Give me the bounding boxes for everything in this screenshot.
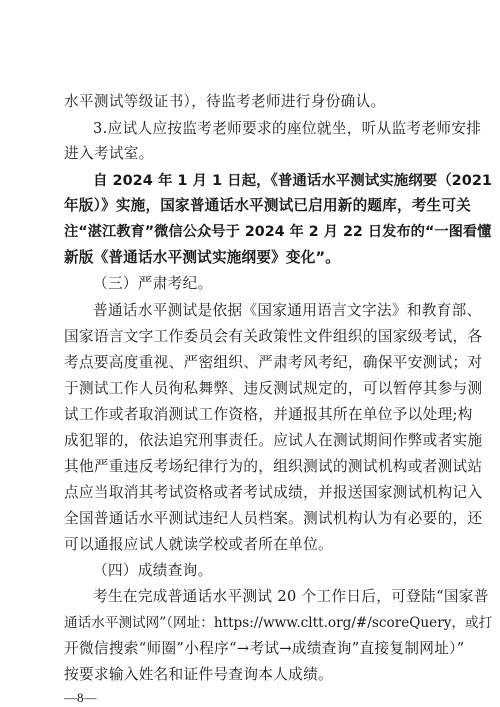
paragraph-line: 可以通报应试人就读学校或者所在单位。 [64, 536, 333, 553]
bold-paragraph-line: 注“湛江教育”微信公众号于 2024 年 2 月 22 日发布的“一图看懂 [64, 224, 492, 240]
paragraph-line: 开微信搜索“师圈”小程序“→考试→成绩查询”直接复制网址）” [64, 640, 465, 657]
section-heading: （四）成绩查询。 [93, 562, 213, 579]
paragraph-line: 成犯罪的，依法追究刑事责任。应试人在测试期间作弊或者实施 [64, 432, 483, 449]
bold-paragraph-line: 自 2024 年 1 月 1 日起，《普通话水平测试实施纲要（2021 [93, 173, 492, 189]
paragraph-line: 试工作或者取消测试工作资格，并通报其所在单位予以处理;构 [64, 406, 473, 423]
paragraph-line: 其他严重违反考场纪律行为的，组织测试的测试机构或者测试站 [64, 458, 483, 475]
page-number: —8— [64, 690, 97, 705]
paragraph-line: 于测试工作人员徇私舞弊、违反测试规定的，可以暂停其参与测 [64, 380, 483, 397]
paragraph-line: 通话水平测试网”（网址：https://www.cltt.org/#/scoreQuery，或打 [64, 615, 493, 631]
bold-paragraph-line: 年版）》实施，国家普通话水平测试已启用新的题库，考生可关 [64, 197, 471, 214]
paragraph-line: 3.应试人应按监考老师要求的座位就坐，听从监考老师安排 [93, 120, 482, 137]
paragraph-line: 考点要高度重视、严密组织、严肃考风考纪，确保平安测试；对 [64, 354, 483, 371]
paragraph-line: 点应当取消其考试资格或者考试成绩，并报送国家测试机构记入 [64, 484, 483, 501]
paragraph-line: 全国普通话水平测试违纪人员档案。测试机构认为有必要的，还 [64, 510, 483, 527]
paragraph-line: 水平测试等级证书），待监考老师进行身份确认。 [64, 93, 386, 110]
section-heading: （三）严肃考纪。 [93, 275, 213, 292]
paragraph-line: 普通话水平测试是依据《国家通用语言文字法》和教育部、 [93, 302, 482, 319]
paragraph-line: 按要求输入姓名和证件号查询本人成绩。 [64, 666, 333, 683]
paragraph-line: 考生在完成普通话水平测试 20 个工作日后，可登陆“国家普 [93, 588, 489, 605]
bold-paragraph-line: 新版《普通话水平测试实施纲要》变化”。 [64, 249, 341, 266]
paragraph-line: 国家语言文字工作委员会有关政策性文件组织的国家级考试，各 [64, 328, 483, 345]
paragraph-line: 进入考试室。 [64, 145, 154, 162]
